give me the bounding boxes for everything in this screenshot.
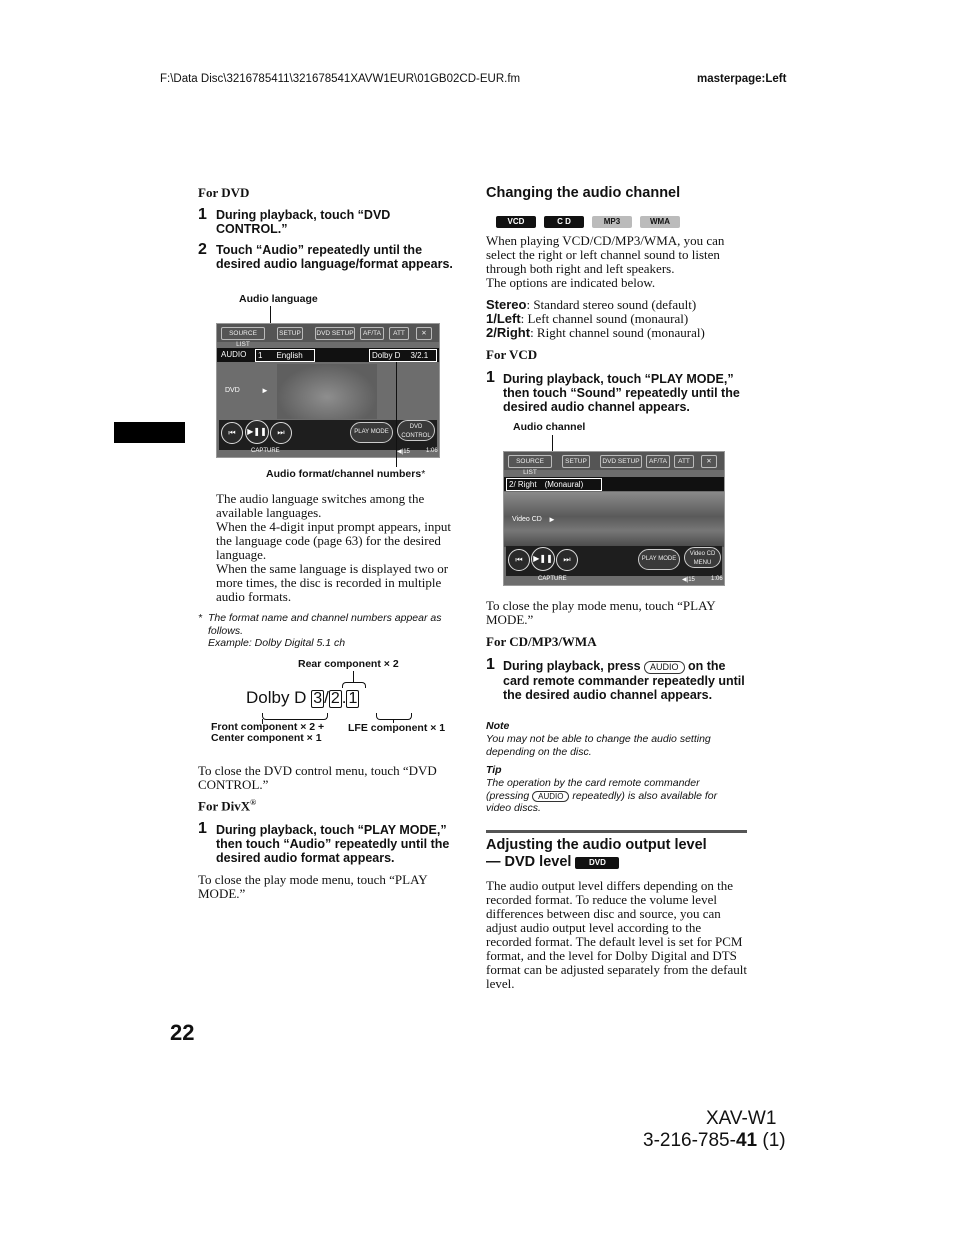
dolby-slash: / (324, 688, 329, 707)
channel-options (486, 298, 744, 340)
audio-format-label-text: Audio format/channel numbers (266, 468, 422, 480)
tab-af-ta[interactable]: AF/TA (646, 455, 670, 468)
source-label: Video CD (512, 516, 542, 523)
dolby-lfe-digit: 1 (348, 690, 358, 707)
play-mode-screen (503, 451, 725, 586)
option-right-key: 2/Right (486, 325, 531, 340)
step-cd-audio (503, 659, 748, 702)
language-paragraphs (216, 492, 461, 604)
audio-channel-label: Audio channel (513, 421, 586, 433)
section-divider (486, 830, 747, 833)
part-number (643, 1130, 786, 1152)
source-label: DVD (225, 387, 240, 394)
tip-title: Tip (486, 764, 502, 776)
tab-setup[interactable]: SETUP (562, 455, 590, 468)
close-dvd-control-text: To close the DVD control menu, touch “DVD CONTROL.” (198, 763, 437, 792)
footnote-text: The format name and channel numbers appear as follows. (208, 612, 442, 637)
step-number: 2 (198, 241, 207, 258)
dolby-text: Dolby D (246, 688, 307, 707)
section-heading-audio-channel: Changing the audio channel (486, 185, 681, 201)
volume-level: ◀|15 (682, 577, 695, 583)
step-dvd-control: During playback, touch “DVD CONTROL.” (216, 208, 391, 236)
format-badges (496, 211, 680, 229)
play-mode-button[interactable]: PLAY MODE (350, 422, 393, 443)
rear-component-label: Rear component × 2 (298, 658, 399, 670)
note-text: You may not be able to change the audio setting depending on the disc. (486, 733, 711, 758)
tab-source-list[interactable]: SOURCE LIST (221, 327, 265, 340)
tab-dvd-setup[interactable]: DVD SETUP (315, 327, 355, 340)
file-path: F:\Data Disc\3216785411\321678541XAVW1EUR\01GB02CD-EUR.fm (160, 73, 521, 85)
badge-mp3: MP3 (592, 216, 632, 228)
play-pause-icon[interactable]: ▶❚❚ (245, 420, 269, 444)
screen-image (277, 364, 377, 419)
option-stereo-key: Stereo (486, 297, 527, 312)
output-heading-line2 (486, 854, 707, 871)
close-icon[interactable]: ✕ (416, 327, 432, 340)
capture-button[interactable]: CAPTURE (251, 448, 280, 454)
bracket (376, 713, 412, 720)
audio-label: AUDIO (221, 350, 247, 359)
option-right (486, 326, 744, 340)
badge-vcd: VCD (496, 216, 536, 228)
badge-cd: C D (544, 216, 584, 228)
lfe-component-label: LFE component × 1 (348, 722, 446, 734)
previous-icon[interactable]: ⏮ (221, 422, 243, 444)
audio-language-box (255, 349, 315, 362)
volume-level: ◀|15 (397, 449, 410, 455)
audio-language-label: Audio language (239, 293, 318, 305)
tab-setup[interactable]: SETUP (277, 327, 303, 340)
para-same-language: When the same language is displayed two or more times, the disc is recorded in multiple audio formats. (216, 561, 449, 604)
part-number-c: (1) (757, 1130, 786, 1151)
badge-dvd: DVD (575, 857, 619, 869)
lang-name: English (276, 351, 303, 360)
tip-text-b: repeatedly) is also available for video discs. (486, 789, 718, 814)
step-cd-text-b: on the card remote commander repeatedly until the desired audio channel appears. (503, 659, 745, 702)
capture-button[interactable]: CAPTURE (538, 576, 567, 582)
tip-text-a: The operation by the card remote commander (pressing (486, 777, 700, 802)
play-mode-button[interactable]: PLAY MODE (638, 549, 680, 570)
option-left-key: 1/Left (486, 311, 521, 326)
tab-dvd-setup[interactable]: DVD SETUP (600, 455, 642, 468)
masterpage-label: masterpage:Left (697, 73, 787, 85)
footnote-mark: * (198, 612, 203, 624)
step-number: 1 (486, 369, 495, 386)
playback-time: 1:06 (426, 448, 438, 454)
video-cd-menu-button[interactable]: Video CD MENU (684, 547, 721, 568)
output-level-paragraph: The audio output level differs depending on the recorded format. To reduce the volume level differences between disc and source, you can adjust audio output level according to the recorded format. The default level is set for PCM format, and the level for Dolby Digital and DTS format can be adjusted separately from the default level. (486, 878, 747, 991)
for-divx-heading (198, 798, 256, 814)
callout-line (396, 362, 397, 467)
audio-channels: 3/2.1 (410, 351, 429, 360)
tab-af-ta[interactable]: AF/TA (360, 327, 384, 340)
footnote-example: Example: Dolby Digital 5.1 ch (208, 637, 346, 649)
option-left (486, 312, 744, 326)
tab-source-list[interactable]: SOURCE LIST (508, 455, 552, 468)
next-icon[interactable]: ⏭ (270, 422, 292, 444)
volume-value: 15 (403, 449, 410, 455)
previous-icon[interactable]: ⏮ (508, 549, 530, 571)
audio-channel-intro (486, 234, 744, 290)
option-right-desc: : Right channel sound (monaural) (530, 325, 705, 340)
intro-paragraph: When playing VCD/CD/MP3/WMA, you can select the right or left channel sound to listen through both right and left speakers. (486, 233, 725, 276)
for-cd-heading: For CD/MP3/WMA (486, 634, 597, 649)
for-divx-text: For DivX (198, 798, 251, 814)
step-number: 1 (486, 656, 495, 673)
close-play-mode-text: To close the play mode menu, touch “PLAY MODE.” (486, 598, 716, 627)
option-stereo (486, 298, 744, 312)
note-title: Note (486, 720, 510, 732)
step-vcd-sound: During playback, touch “PLAY MODE,” then touch “Sound” repeatedly until the desired audio channel appears. (503, 372, 740, 414)
part-number-a: 3-216-785- (643, 1130, 736, 1151)
intro-options: The options are indicated below. (486, 275, 656, 290)
option-left-desc: : Left channel sound (monaural) (520, 311, 689, 326)
asterisk: * (421, 468, 426, 480)
front-component-line2: Center component × 1 (211, 732, 322, 744)
audio-key-icon: AUDIO (532, 791, 569, 802)
for-vcd-heading: For VCD (486, 347, 538, 362)
front-component-line1: Front component × 2 + (211, 721, 325, 733)
para-switch: The audio language switches among the available languages. (216, 491, 425, 520)
tab-att[interactable]: ATT (674, 455, 694, 468)
audio-format-box (369, 349, 437, 362)
dolby-example (246, 688, 359, 708)
audio-format-label (266, 468, 425, 480)
front-component-label (211, 722, 324, 744)
audio-channel-box: 2/ Right (Monaural) (506, 478, 602, 491)
close-icon[interactable]: ✕ (701, 455, 717, 468)
close-play-mode-text: To close the play mode menu, touch “PLAY MODE.” (198, 872, 428, 901)
step-divx-audio: During playback, touch “PLAY MODE,” then touch “Audio” repeatedly until the desired audio format appears. (216, 823, 450, 865)
playback-time: 1:06 (711, 576, 723, 582)
section-tab (114, 422, 185, 443)
next-icon[interactable]: ⏭ (556, 549, 578, 571)
step-number: 1 (198, 206, 207, 223)
output-heading-line2-text: — DVD level (486, 854, 572, 870)
step-number: 1 (198, 820, 207, 837)
audio-key-icon: AUDIO (644, 661, 685, 674)
tip-text (486, 777, 738, 815)
lang-number: 1 (258, 351, 263, 360)
volume-value: 15 (688, 577, 695, 583)
dvd-control-button[interactable]: DVD CONTROL (397, 420, 435, 441)
footnote (208, 612, 458, 650)
dolby-rear-digit: 2 (330, 690, 340, 707)
audio-format: Dolby D (372, 351, 401, 360)
step-touch-audio: Touch “Audio” repeatedly until the desired audio language/format appears. (216, 243, 453, 271)
play-icon: ► (548, 515, 556, 524)
dolby-dot: . (341, 688, 347, 707)
bracket (262, 713, 328, 720)
badge-wma: WMA (640, 216, 680, 228)
output-heading-line1: Adjusting the audio output level (486, 837, 707, 853)
section-heading-output-level (486, 837, 707, 871)
model-name: XAV-W1 (706, 1108, 777, 1129)
part-number-b: 41 (735, 1130, 758, 1151)
para-4digit: When the 4-digit input prompt appears, input the language code (page 63) for the desired language. (216, 519, 452, 562)
dvd-control-screen (216, 323, 440, 458)
option-stereo-desc: : Standard stereo sound (default) (526, 297, 697, 312)
for-dvd-heading: For DVD (198, 185, 250, 200)
tab-att[interactable]: ATT (389, 327, 409, 340)
play-pause-icon[interactable]: ▶❚❚ (531, 547, 555, 571)
page-number: 22 (170, 1020, 195, 1045)
play-icon: ► (261, 386, 269, 395)
dolby-front-digit: 3 (313, 690, 323, 707)
registered-mark: ® (250, 798, 257, 807)
step-cd-text-a: During playback, press (503, 659, 645, 673)
